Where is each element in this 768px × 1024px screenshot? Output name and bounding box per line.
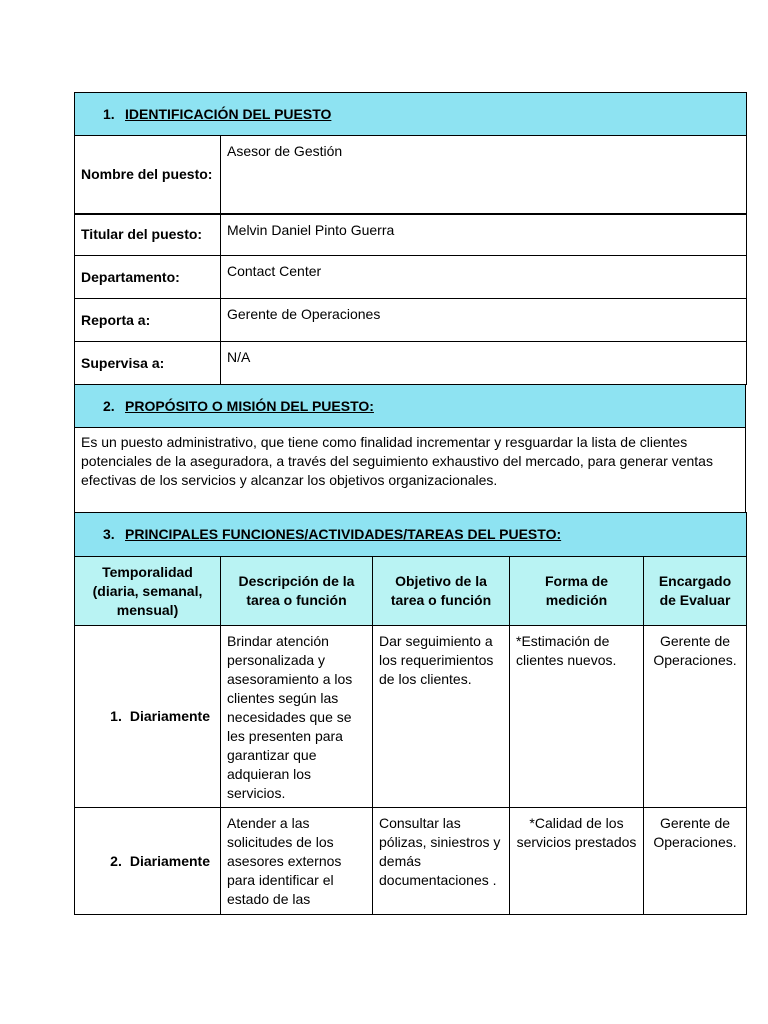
row1-medicion: *Estimación de clientes nuevos. — [510, 626, 644, 808]
job-name-value: Asesor de Gestión — [221, 136, 747, 214]
col-header-objetivo: Objetivo de la tarea o función — [373, 557, 510, 626]
row1-descripcion: Brindar atención personalizada y asesoramiento a los clientes según las necesidades que se les presenten para garantizar que adquieran los servicios. — [221, 626, 373, 808]
job-name-label: Nombre del puesto: — [75, 136, 221, 214]
row2-encargado: Gerente de Operaciones. — [644, 808, 747, 915]
department-value: Contact Center — [221, 256, 747, 299]
section2-title: PROPÓSITO O MISIÓN DEL PUESTO: — [125, 397, 374, 414]
supervises-label: Supervisa a: — [75, 342, 221, 385]
table-row — [75, 626, 747, 808]
section1-title: IDENTIFICACIÓN DEL PUESTO — [125, 105, 332, 122]
holder-value: Melvin Daniel Pinto Guerra — [221, 214, 747, 256]
row1-objetivo: Dar seguimiento a los requerimientos de los clientes. — [373, 626, 510, 808]
supervises-value: N/A — [221, 342, 747, 385]
section1-header — [75, 93, 747, 136]
col-header-medicion: Forma de medición — [510, 557, 644, 626]
section3-title: PRINCIPALES FUNCIONES/ACTIVIDADES/TAREAS DEL PUESTO: — [125, 526, 562, 542]
purpose-table — [74, 384, 746, 513]
section2-number: 2. — [103, 397, 115, 414]
row1-temporalidad-text: Diariamente — [129, 708, 210, 724]
section1-number: 1. — [103, 105, 115, 122]
section3-number: 3. — [103, 526, 115, 542]
holder-label: Titular del puesto: — [75, 214, 221, 256]
row1-temporalidad — [75, 626, 221, 808]
row2-descripcion: Atender a las solicitudes de los asesores externos para identificar el estado de las — [221, 808, 373, 915]
col-header-descripcion: Descripción de la tarea o función — [221, 557, 373, 626]
row2-objetivo: Consultar las pólizas, siniestros y demás documentaciones . — [373, 808, 510, 915]
row1-encargado: Gerente de Operaciones. — [644, 626, 747, 808]
col-header-temporalidad: Temporalidad (diaria, semanal, mensual) — [75, 557, 221, 626]
section2-header — [75, 385, 746, 428]
table-row — [75, 808, 747, 915]
reports-to-label: Reporta a: — [75, 299, 221, 342]
functions-table — [74, 512, 747, 915]
row2-temporalidad — [75, 808, 221, 915]
row2-temporalidad-text: Diariamente — [129, 852, 210, 869]
department-label: Departamento: — [75, 256, 221, 299]
row1-number: 1. — [110, 708, 122, 724]
row2-number: 2. — [110, 852, 122, 869]
purpose-text: Es un puesto administrativo, que tiene como finalidad incrementar y resguardar la lista de clientes potenciales de la aseguradora, a través del seguimiento exhaustivo del mercado, para generar ventas efectivas de los servicios y alcanzar los objetivos organizacionales. — [75, 428, 746, 513]
col-header-encargado: Encargado de Evaluar — [644, 557, 747, 626]
section3-header — [75, 513, 747, 557]
row2-medicion: *Calidad de los servicios prestados — [510, 808, 644, 915]
identification-table — [74, 92, 747, 385]
reports-to-value: Gerente de Operaciones — [221, 299, 747, 342]
job-description-document — [74, 92, 746, 915]
